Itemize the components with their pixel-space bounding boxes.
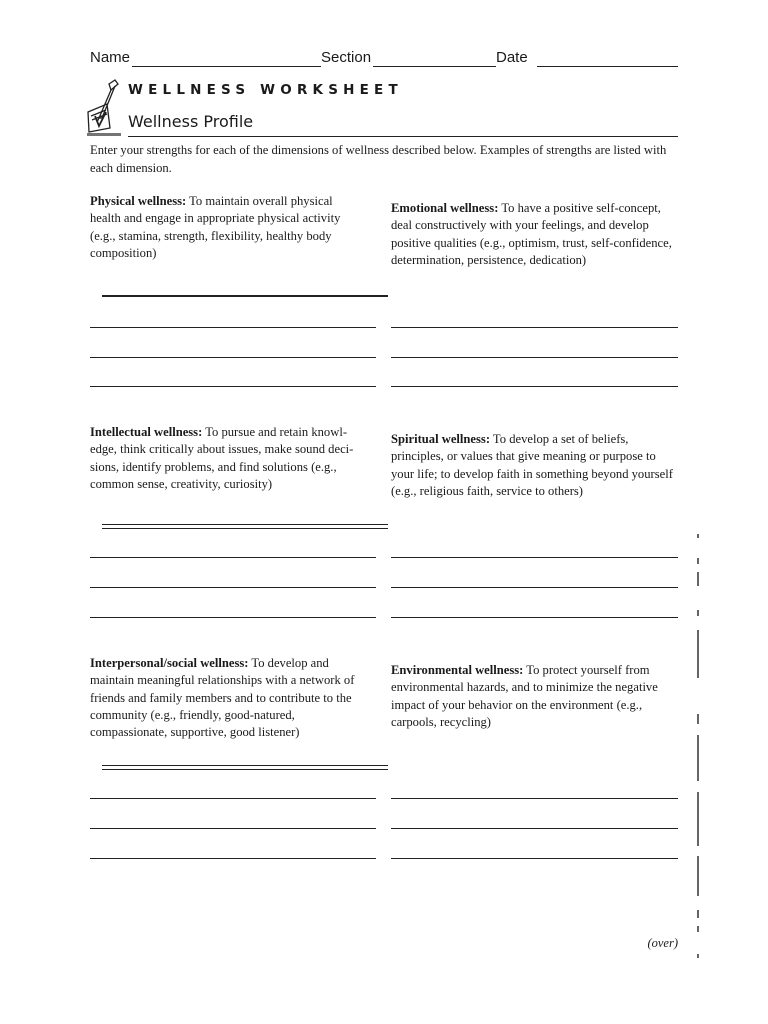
intellectual-wellness-title: Intellectual wellness: [90, 425, 203, 439]
intellectual-answer-line[interactable] [102, 524, 388, 529]
interpersonal-answer-line[interactable] [90, 828, 376, 829]
environmental-wellness-text: To protect yourself from environmental hazards, and to minimize the negative impact of your behavior on the environment (e.g., carpools, recycling) [391, 663, 658, 729]
section-field[interactable] [373, 66, 496, 67]
emotional-answer-line[interactable] [391, 357, 678, 358]
interpersonal-answer-line[interactable] [90, 798, 376, 799]
interpersonal-wellness-title: Interpersonal/social wellness: [90, 656, 249, 670]
interpersonal-answer-line[interactable] [102, 765, 388, 770]
physical-wellness-description [90, 193, 366, 262]
date-field[interactable] [537, 66, 678, 67]
intellectual-answer-line[interactable] [90, 617, 376, 618]
physical-wellness-title: Physical wellness: [90, 194, 187, 208]
environmental-answer-line[interactable] [391, 798, 678, 799]
intellectual-answer-line[interactable] [90, 557, 376, 558]
side-edge-marks [693, 530, 707, 960]
date-label: Date [496, 49, 528, 66]
physical-answer-line[interactable] [102, 295, 388, 297]
title-divider [128, 136, 678, 137]
spiritual-answer-line[interactable] [391, 557, 678, 558]
interpersonal-wellness-description [90, 655, 366, 741]
worksheet-subtitle: Wellness Profile [128, 112, 254, 131]
intro-text: Enter your strengths for each of the dimensions of wellness described below. Examples of strengths are listed with each dimension. [90, 143, 667, 175]
emotional-wellness-text: To have a positive self-concept, deal constructively with your feelings, and develop positive qualities (e.g., optimism, trust, self-confidence, determination, persistence, dedication) [391, 201, 672, 267]
interpersonal-wellness-text: To develop and maintain meaningful relationships with a network of friends and family members and to contribute to the community (e.g., friendly, good-natured, compassionate, supportive, good listener) [90, 656, 355, 740]
interpersonal-answer-line[interactable] [90, 858, 376, 859]
physical-answer-line[interactable] [90, 357, 376, 358]
spiritual-wellness-title: Spiritual wellness: [391, 432, 491, 446]
emotional-answer-line[interactable] [391, 327, 678, 328]
spiritual-wellness-text: To develop a set of beliefs, principles, or values that give meaning or purpose to your life; to develop faith in something beyond yourself (e.g., religious faith, service to others) [391, 432, 673, 498]
over-note: (over) [647, 936, 678, 950]
environmental-wellness-description [391, 662, 675, 731]
physical-answer-line[interactable] [90, 386, 376, 387]
pen-writing-icon [85, 78, 125, 136]
physical-wellness-text: To maintain overall physical health and engage in appropriate physical activity (e.g., stamina, strength, flexibility, healthy body composition) [90, 194, 341, 260]
environmental-answer-line[interactable] [391, 828, 678, 829]
spiritual-wellness-description [391, 431, 675, 500]
environmental-wellness-title: Environmental wellness: [391, 663, 524, 677]
spiritual-answer-line[interactable] [391, 587, 678, 588]
spiritual-answer-line[interactable] [391, 617, 678, 618]
intellectual-answer-line[interactable] [90, 587, 376, 588]
intellectual-wellness-description [90, 424, 366, 493]
name-label: Name [90, 49, 131, 66]
section-label: Section [321, 49, 372, 66]
emotional-wellness-description [391, 200, 675, 269]
environmental-answer-line[interactable] [391, 858, 678, 859]
name-field[interactable] [132, 66, 321, 67]
emotional-wellness-title: Emotional wellness: [391, 201, 499, 215]
intellectual-wellness-text: To pursue and retain knowl-edge, think critically about issues, make sound deci-sions, identify problems, and find solutions (e.g., common sense, creativity, curiosity) [90, 425, 354, 491]
worksheet-title: WELLNESS WORKSHEET [128, 82, 403, 98]
physical-answer-line[interactable] [90, 327, 376, 328]
emotional-answer-line[interactable] [391, 386, 678, 387]
